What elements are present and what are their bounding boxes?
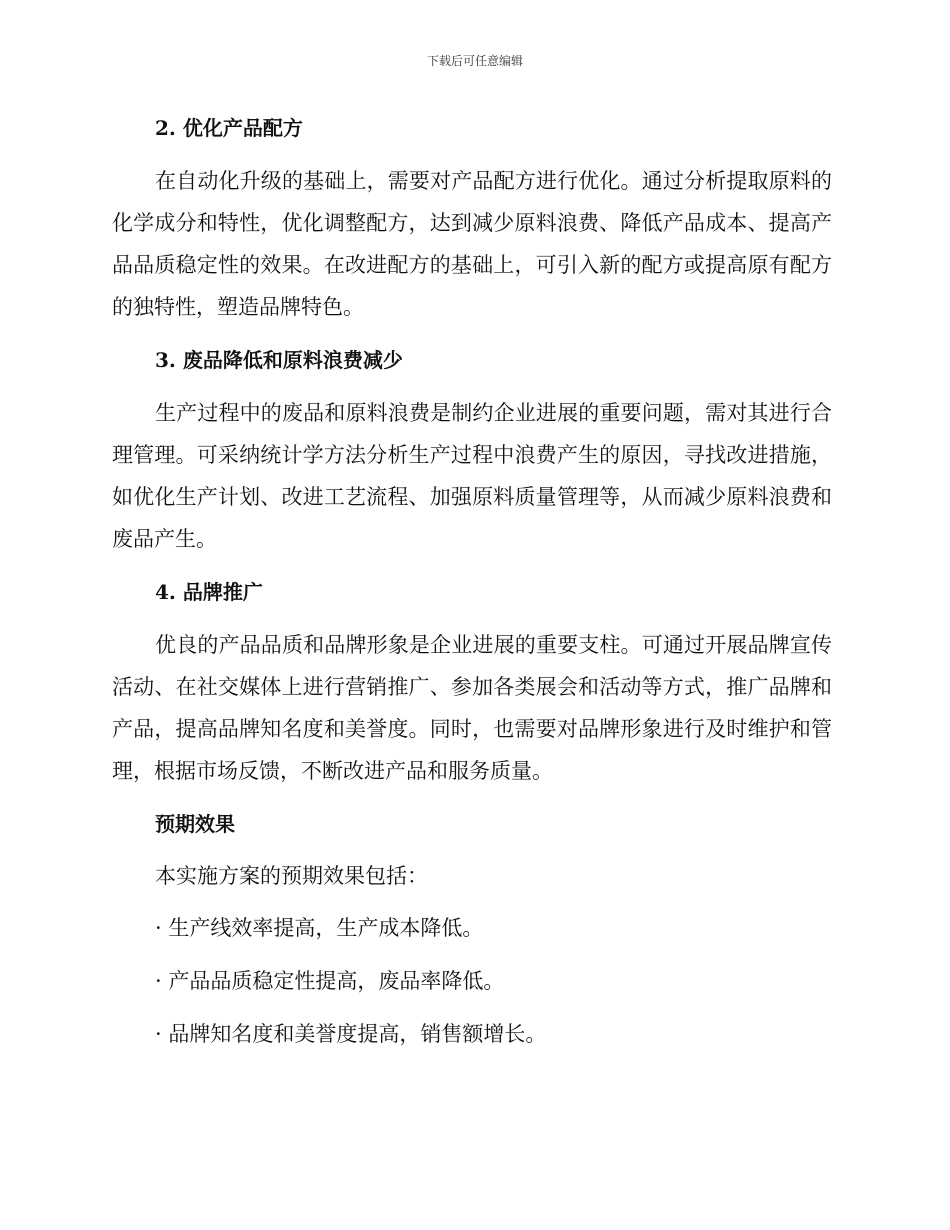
document-body [112, 108, 832, 1067]
page-header: 下载后可任意编辑 [426, 54, 523, 68]
expected-intro: 本实施方案的预期效果包括： [155, 864, 428, 888]
section-heading-brand: 4. 品牌推广 [155, 580, 263, 604]
section-paragraph-brand: 优良的产品品质和品牌形象是企业进展的重要支柱。可通过开展品牌宣传活动、在社交媒体上进行营销推广、参加各类展会和活动等方式，推广品牌和产品，提高品牌知名度和美誉度。同时，也需要对品牌形象进行及时维护和管理，根据市场反馈，不断改进产品和服务质量。 [112, 633, 832, 783]
expected-bullet-brand: · 品牌知名度和美誉度提高，销售额增长。 [155, 1022, 547, 1046]
expected-heading: 预期效果 [155, 812, 235, 836]
expected-bullet-quality: · 产品品质稳定性提高，废品率降低。 [155, 969, 505, 993]
section-paragraph-formula: 在自动化升级的基础上，需要对产品配方进行优化。通过分析提取原料的化学成分和特性，优化调整配方，达到减少原料浪费、降低产品成本、提高产品品质稳定性的效果。在改进配方的基础上，可引入新的配方或提高原有配方的独特性，塑造品牌特色。 [112, 169, 832, 319]
section-heading-waste: 3. 废品降低和原料浪费减少 [155, 348, 403, 372]
section-heading-formula: 2. 优化产品配方 [155, 116, 303, 140]
expected-bullet-efficiency: · 生产线效率提高，生产成本降低。 [155, 916, 484, 940]
section-paragraph-waste: 生产过程中的废品和原料浪费是制约企业进展的重要问题，需对其进行合理管理。可采纳统计学方法分析生产过程中浪费产生的原因，寻找改进措施，如优化生产计划、改进工艺流程、加强原料质量管理等，从而减少原料浪费和废品产生。 [112, 401, 832, 551]
